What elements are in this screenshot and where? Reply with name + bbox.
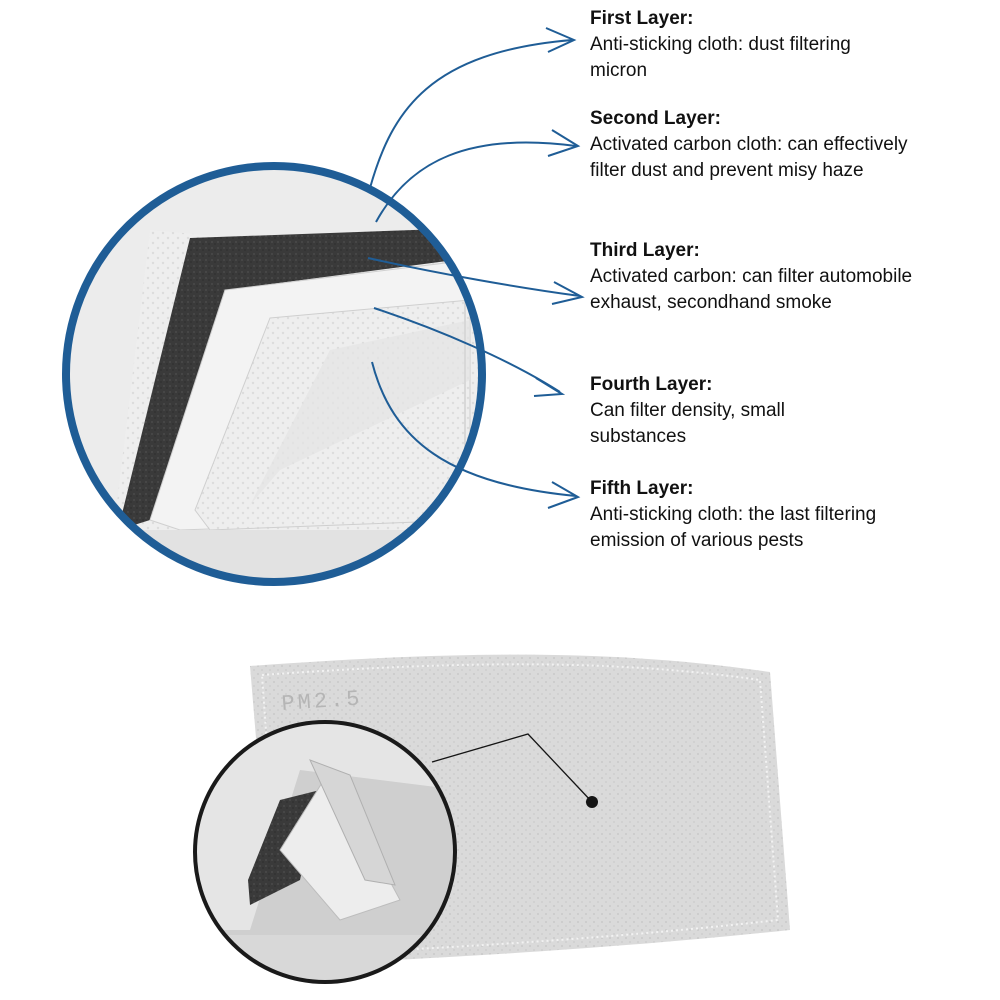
magnified-layers-view [60,160,490,590]
third-layer-label [590,238,990,316]
fourth-layer-label [590,372,990,450]
layer-title: First Layer: [590,8,694,29]
fifth-layer-label [590,476,990,554]
layer-description: Activated carbon cloth: can effectively filter dust and prevent misy haze [590,134,908,181]
first-layer-label [590,6,990,84]
layer-description: Anti-sticking cloth: dust filtering micron [590,34,851,81]
second-layer-label [590,106,990,184]
layer-title: Fourth Layer: [590,374,713,395]
layer-description: Anti-sticking cloth: the last filtering emission of various pests [590,504,877,551]
layer-title: Fifth Layer: [590,478,694,499]
layer-description: Can filter density, small substances [590,400,785,447]
layer-title: Third Layer: [590,240,700,261]
arrow-first-layer [370,40,572,188]
layer-title: Second Layer: [590,108,721,129]
filter-stamp-label: PM2.5 [280,686,364,717]
layer-description: Activated carbon: can filter automobile exhaust, secondhand smoke [590,266,913,313]
